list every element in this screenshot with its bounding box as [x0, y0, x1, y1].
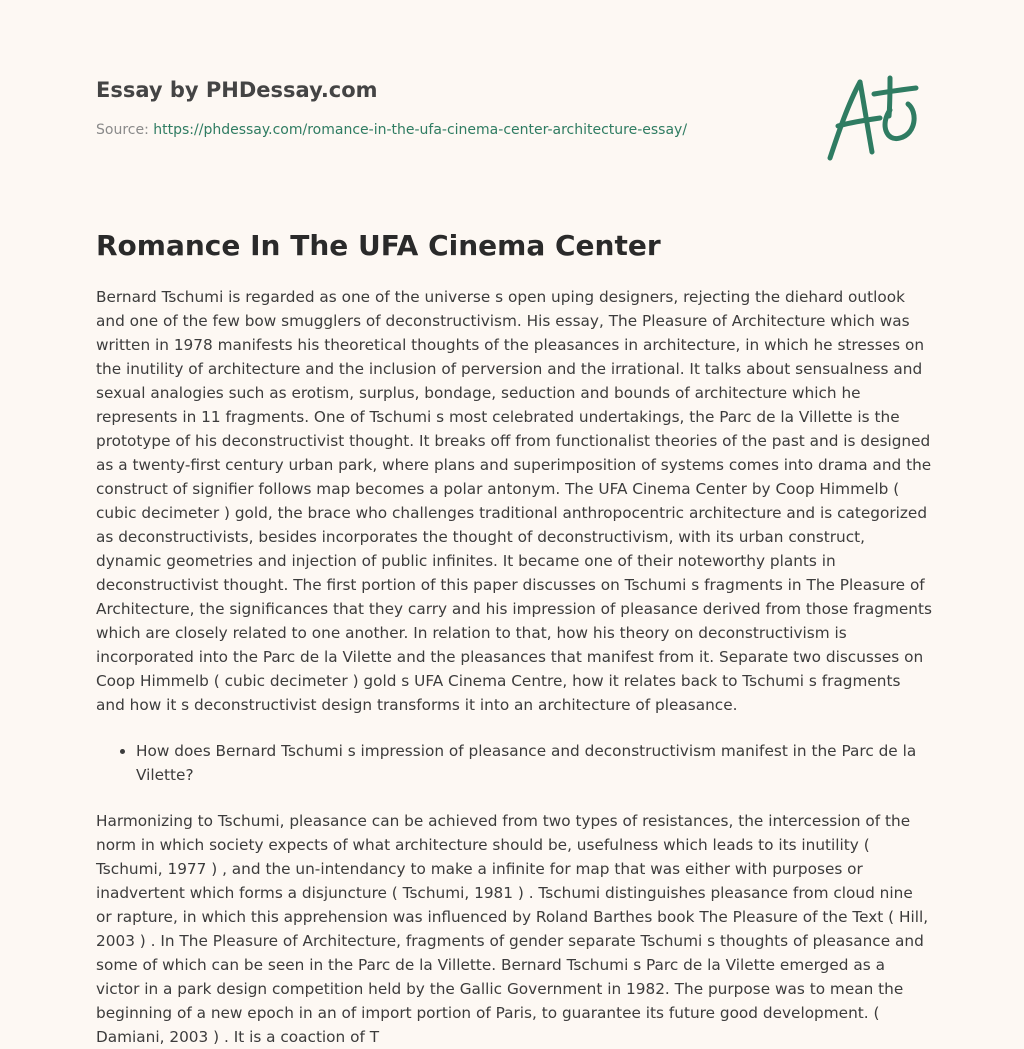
- article-body: [96, 285, 932, 1049]
- source-line: [96, 122, 687, 138]
- a-plus-grade-icon: [820, 64, 930, 164]
- source-link[interactable]: https://phdessay.com/romance-in-the-ufa-cinema-center-architecture-essay/: [153, 122, 688, 138]
- site-brand: Essay by PHDessay.com: [96, 78, 378, 102]
- source-label: Source:: [96, 122, 154, 138]
- article-paragraph: Harmonizing to Tschumi, pleasance can be achieved from two types of resistances, the intercession of the norm in which society expects of what architecture should be, usefulness which leads to its inutility ( Tschumi, 1977 ) , and the un-intendancy to make a infinite for map that was either with purposes or inadvertent which forms a disjuncture ( Tschumi, 1981 ) . Tschumi distinguishes pleasance from cloud nine or rapture, in which this apprehension was influenced by Roland Barthes book The Pleasure of the Text ( Hill, 2003 ) . In The Pleasure of Architecture, fragments of gender separate Tschumi s thoughts of pleasance and some of which can be seen in the Parc de la Villette. Bernard Tschumi s Parc de la Vilette emerged as a victor in a park design competition held by the Gallic Government in 1982. The purpose was to mean the beginning of a new epoch in an of import portion of Paris, to guarantee its future good development. ( Damiani, 2003 ) . It is a coaction of T: [96, 812, 929, 1046]
- site-header: [96, 74, 796, 138]
- question-list: [96, 739, 932, 787]
- question-item: • How does Bernard Tschumi s impression of pleasance and deconstructivism manifest in the Parc de la Vilette?: [136, 739, 932, 787]
- article-title: Romance In The UFA Cinema Center: [96, 229, 661, 262]
- article-paragraph: Bernard Tschumi is regarded as one of the universe s open uping designers, rejecting the diehard outlook and one of the few bow smugglers of deconstructivism. His essay, The Pleasure of Architecture which was written in 1978 manifests his theoretical thoughts of the pleasances in architecture, in which he stresses on the inutility of architecture and the inclusion of perversion and the irrational. It talks about sensualness and sexual analogies such as erotism, surplus, bondage, seduction and bounds of architecture which he represents in 11 fragments. One of Tschumi s most celebrated undertakings, the Parc de la Villette is the prototype of his deconstructivist thought. It breaks off from functionalist theories of the past and is designed as a twenty-first century urban park, where plans and superimposition of systems comes into drama and the construct of signifier follows map becomes a polar antonym. The UFA Cinema Center by Coop Himmelb ( cubic decimeter ) gold, the brace who challenges traditional anthropocentric architecture and is categorized as deconstructivists, besides incorporates the thought of deconstructivism, with its urban construct, dynamic geometries and injection of public infinites. It became one of their noteworthy plants in deconstructivist thought. The first portion of this paper discusses on Tschumi s fragments in The Pleasure of Architecture, the significances that they carry and his impression of pleasance derived from those fragments which are closely related to one another. In relation to that, how his theory on deconstructivism is incorporated into the Parc de la Vilette and the pleasances that manifest from it. Separate two discusses on Coop Himmelb ( cubic decimeter ) gold s UFA Cinema Centre, how it relates back to Tschumi s fragments and how it s deconstructivist design transforms it into an architecture of pleasance.: [96, 288, 932, 714]
